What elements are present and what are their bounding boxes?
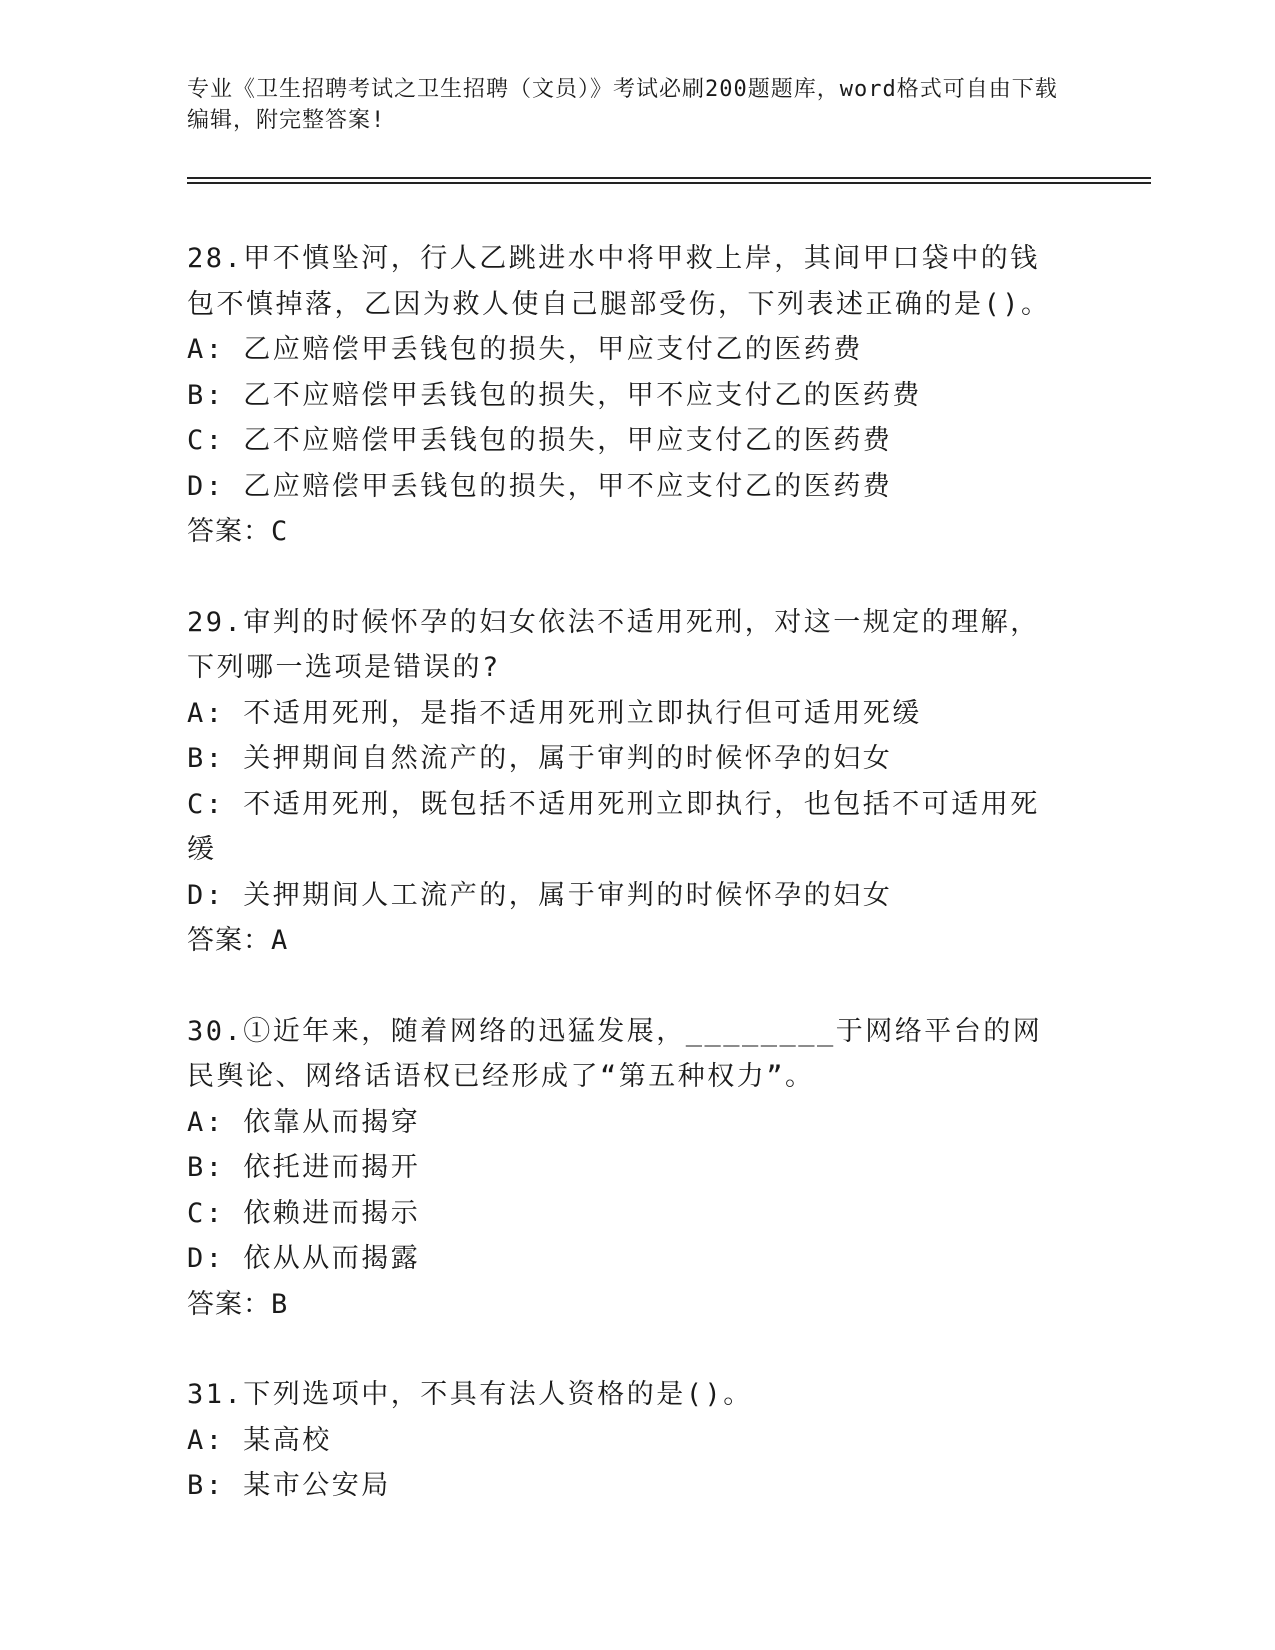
header-intro-text: 专业《卫生招聘考试之卫生招聘（文员）》考试必刷200题题库，word格式可自由下载编辑，附完整答案! (187, 77, 1058, 133)
option-a: A: 依靠从而揭穿 (187, 1106, 421, 1138)
answer-value: A (271, 925, 288, 956)
option-b: B: 依托进而揭开 (187, 1152, 421, 1183)
question-stem: 31.下列选项中，不具有法人资格的是()。 (187, 1379, 753, 1410)
option-d: D: 乙应赔偿甲丢钱包的损失，甲不应支付乙的医药费 (187, 470, 893, 502)
answer-label: 答案： (187, 925, 271, 956)
option-b: B: 某市公安局 (187, 1470, 391, 1501)
answer-value: B (271, 1288, 288, 1320)
option-a: A: 乙应赔偿甲丢钱包的损失，甲应支付乙的医药费 (187, 334, 863, 365)
option-a: A: 某高校 (187, 1424, 332, 1456)
option-c: C: 不适用死刑，既包括不适用死刑立即执行，也包括不可适用死缓 (187, 788, 1040, 865)
option-d: D: 依从从而揭露 (187, 1243, 421, 1274)
question-28 (187, 236, 1067, 555)
option-c: C: 乙不应赔偿甲丢钱包的损失，甲应支付乙的医药费 (187, 425, 893, 456)
option-a: A: 不适用死刑，是指不适用死刑立即执行但可适用死缓 (187, 697, 922, 729)
header-divider-top (187, 177, 1151, 179)
option-b: B: 乙不应赔偿甲丢钱包的损失，甲不应支付乙的医药费 (187, 379, 922, 411)
option-c: C: 依赖进而揭示 (187, 1197, 421, 1229)
answer-label: 答案： (187, 516, 271, 547)
question-stem: 30.①近年来，随着网络的迅猛发展，________于网络平台的网民舆论、网络话语权已经形成了“第五种权力”。 (187, 1015, 1043, 1092)
header-divider-bottom (187, 182, 1151, 184)
question-stem: 28.甲不慎坠河，行人乙跳进水中将甲救上岸，其间甲口袋中的钱包不慎掉落，乙因为救人使自己腿部受伤，下列表述正确的是()。 (187, 243, 1051, 320)
option-d: D: 关押期间人工流产的，属于审判的时候怀孕的妇女 (187, 879, 893, 911)
answer-label: 答案： (187, 1288, 271, 1320)
answer-line (187, 1282, 1067, 1328)
document-header (187, 74, 1067, 136)
question-29 (187, 600, 1067, 964)
answer-line (187, 509, 1067, 555)
answer-value: C (271, 516, 288, 547)
question-list (187, 236, 1067, 1554)
question-31 (187, 1372, 1067, 1509)
question-30 (187, 1009, 1067, 1328)
question-stem: 29.审判的时候怀孕的妇女依法不适用死刑，对这一规定的理解，下列哪一选项是错误的? (187, 606, 1040, 683)
option-b: B: 关押期间自然流产的，属于审判的时候怀孕的妇女 (187, 743, 893, 774)
answer-line (187, 918, 1067, 964)
